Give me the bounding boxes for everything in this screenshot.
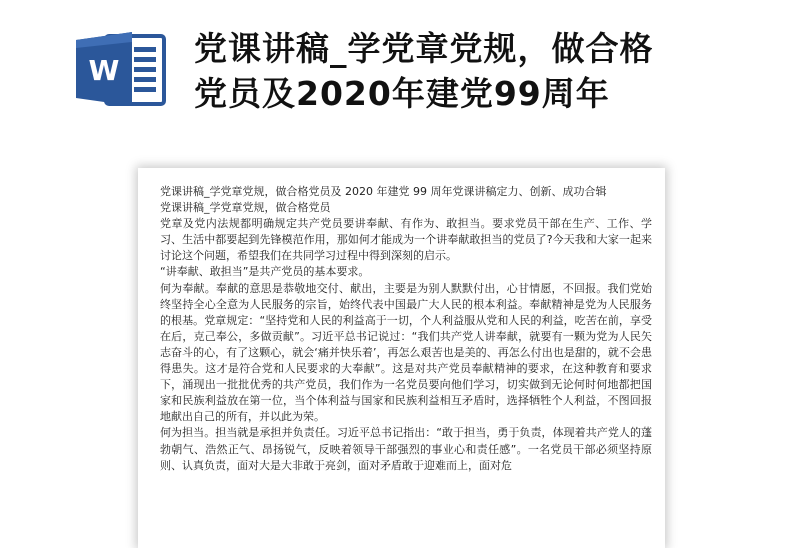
- title-line-2: 党员及2020年建党99周年: [194, 74, 610, 113]
- document-paragraph: 党课讲稿_学党章党规，做合格党员: [160, 201, 331, 215]
- document-paragraph: 党章及党内法规都明确规定共产党员要讲奉献、有作为、敢担当。要求党员干部在生产、工作、学习、生活中都要起到先锋模范作用，那如何才能成为一个讲奉献敢担当的党员了?今天我和大家一起来讨论这个问题，希望我们在共同学习过程中得到深刻的启示。: [160, 217, 652, 263]
- title-line-1: 党课讲稿_学党章党规，做合格: [194, 29, 654, 68]
- document-paragraph: “讲奉献、敢担当”是共产党员的基本要求。: [160, 265, 370, 279]
- word-icon-letter: W: [88, 54, 120, 87]
- document-preview-page: [138, 168, 665, 548]
- document-body: [160, 184, 652, 474]
- document-paragraph: 何为担当。担当就是承担并负责任。习近平总书记指出：“敢于担当，勇于负责，体现着共产党人的蓬勃朝气、浩然正气、昂扬锐气，反映着领导干部强烈的事业心和责任感”。一名党员干部必须坚持原则、认真负责，面对大是大非敢于亮剑，面对矛盾敢于迎难而上，面对危: [160, 426, 652, 472]
- word-document-icon: [76, 30, 168, 108]
- document-paragraph: 何为奉献。奉献的意思是恭敬地交付、献出，主要是为别人默默付出，心甘情愿，不回报。我们党始终坚持全心全意为人民服务的宗旨，始终代表中国最广大人民的根本利益。奉献精神是党为人民服务的根基。党章规定：“坚持党和人民的利益高于一切，个人利益服从党和人民的利益，吃苦在前，享受在后，克己奉公，多做贡献”。习近平总书记说过：“我们共产党人讲奉献，就要有一颗为党为人民矢志奋斗的心，有了这颗心，就会‘痛并快乐着’，再怎么艰苦也是美的、再怎么付出也是甜的，就不会患得患失。这才是符合党和人民要求的大奉献”。这是对共产党员奉献精神的要求，在这种教育和要求下，涌现出一批批优秀的共产党员，我们作为一名党员要向他们学习，切实做到无论何时何地都把国家和民族利益放在第一位，当个体利益与国家和民族利益相互矛盾时，选择牺牲个人利益，不图回报地献出自己的所有，并以此为荣。: [160, 281, 652, 424]
- header: [0, 0, 800, 160]
- document-paragraph: 党课讲稿_学党章党规，做合格党员及 2020 年建党 99 周年党课讲稿定力、创新、成功合辑: [160, 185, 607, 198]
- page-title: [194, 26, 784, 116]
